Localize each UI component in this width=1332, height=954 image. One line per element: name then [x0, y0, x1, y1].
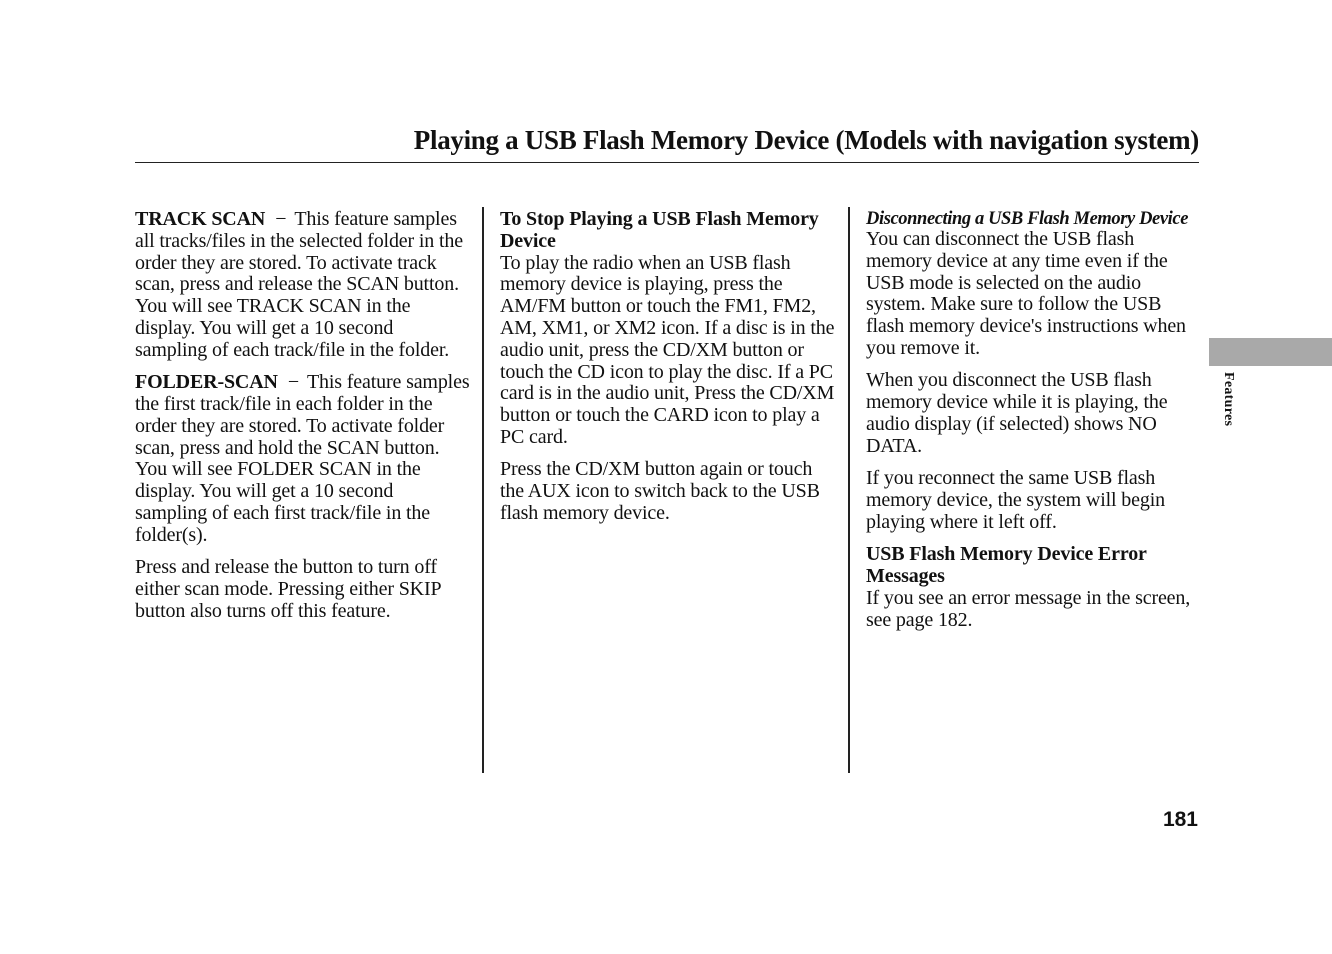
column-stop-playing [500, 209, 835, 535]
stop-playing-paragraph [500, 209, 835, 449]
track-scan-text: This feature samples all tracks/files in the selected folder in the order they are stored. To activate track scan, press and release the SCAN button. You will see TRACK SCAN in the display. You will get a 10 second sampling of each track/file in the folder. [135, 208, 463, 361]
no-data-paragraph: When you disconnect the USB flash memory device while it is playing, the audio display (if selected) shows NO DATA. [866, 369, 1168, 457]
column-disconnecting [866, 209, 1201, 642]
switch-back-paragraph: Press the CD/XM button again or touch the AUX icon to switch back to the USB flash memory device. [500, 458, 820, 524]
error-messages-text: If you see an error message in the screen, see page 182. [866, 586, 1191, 631]
track-scan-term: TRACK SCAN [135, 208, 266, 230]
folder-scan-term: FOLDER-SCAN [135, 371, 278, 394]
em-dash: − [287, 371, 299, 394]
track-scan-paragraph [135, 209, 470, 362]
section-tab-label: Features [1221, 372, 1236, 427]
column-track-scan [135, 209, 470, 633]
title-rule [135, 162, 1199, 163]
page-number: 181 [1162, 808, 1198, 831]
error-messages-paragraph [866, 544, 1201, 631]
folder-scan-text: This feature samples the first track/file in each folder in the order they are stored. To activate folder scan, press and hold the SCAN button. You will see FOLDER SCAN in the display. You will get a 10 second sampling of each first track/file in the folder(s). [135, 371, 470, 546]
disconnect-paragraph [866, 209, 1201, 360]
disconnect-text: You can disconnect the USB flash memory device at any time even if the USB mode is selected on the audio system. Make sure to follow the USB flash memory device's instructions when you remove it. [866, 228, 1186, 359]
stop-playing-text: To play the radio when an USB flash memory device is playing, press the AM/FM button or touch the FM1, FM2, AM, XM1, or XM2 icon. If a disc is in the audio unit, press the CD/XM button or touch the CD icon to play the disc. If a PC card is in the audio unit, Press the CD/XM button or touch the CARD icon to play a PC card. [500, 251, 835, 448]
folder-scan-paragraph [135, 372, 470, 546]
column-divider [848, 207, 850, 773]
column-divider [482, 207, 484, 773]
disconnect-heading: Disconnecting a USB Flash Memory Device [866, 209, 1189, 229]
error-messages-heading: USB Flash Memory Device Error Messages [866, 543, 1147, 587]
page-title: Playing a USB Flash Memory Device (Models with navigation system) [413, 125, 1199, 155]
stop-playing-heading: To Stop Playing a USB Flash Memory Device [500, 208, 819, 252]
reconnect-paragraph: If you reconnect the same USB flash memory device, the system will begin playing where it left off. [866, 467, 1165, 533]
section-tab-marker [1209, 338, 1332, 366]
press-release-paragraph: Press and release the button to turn off either scan mode. Pressing either SKIP button also turns off this feature. [135, 556, 441, 622]
em-dash: − [275, 208, 287, 230]
